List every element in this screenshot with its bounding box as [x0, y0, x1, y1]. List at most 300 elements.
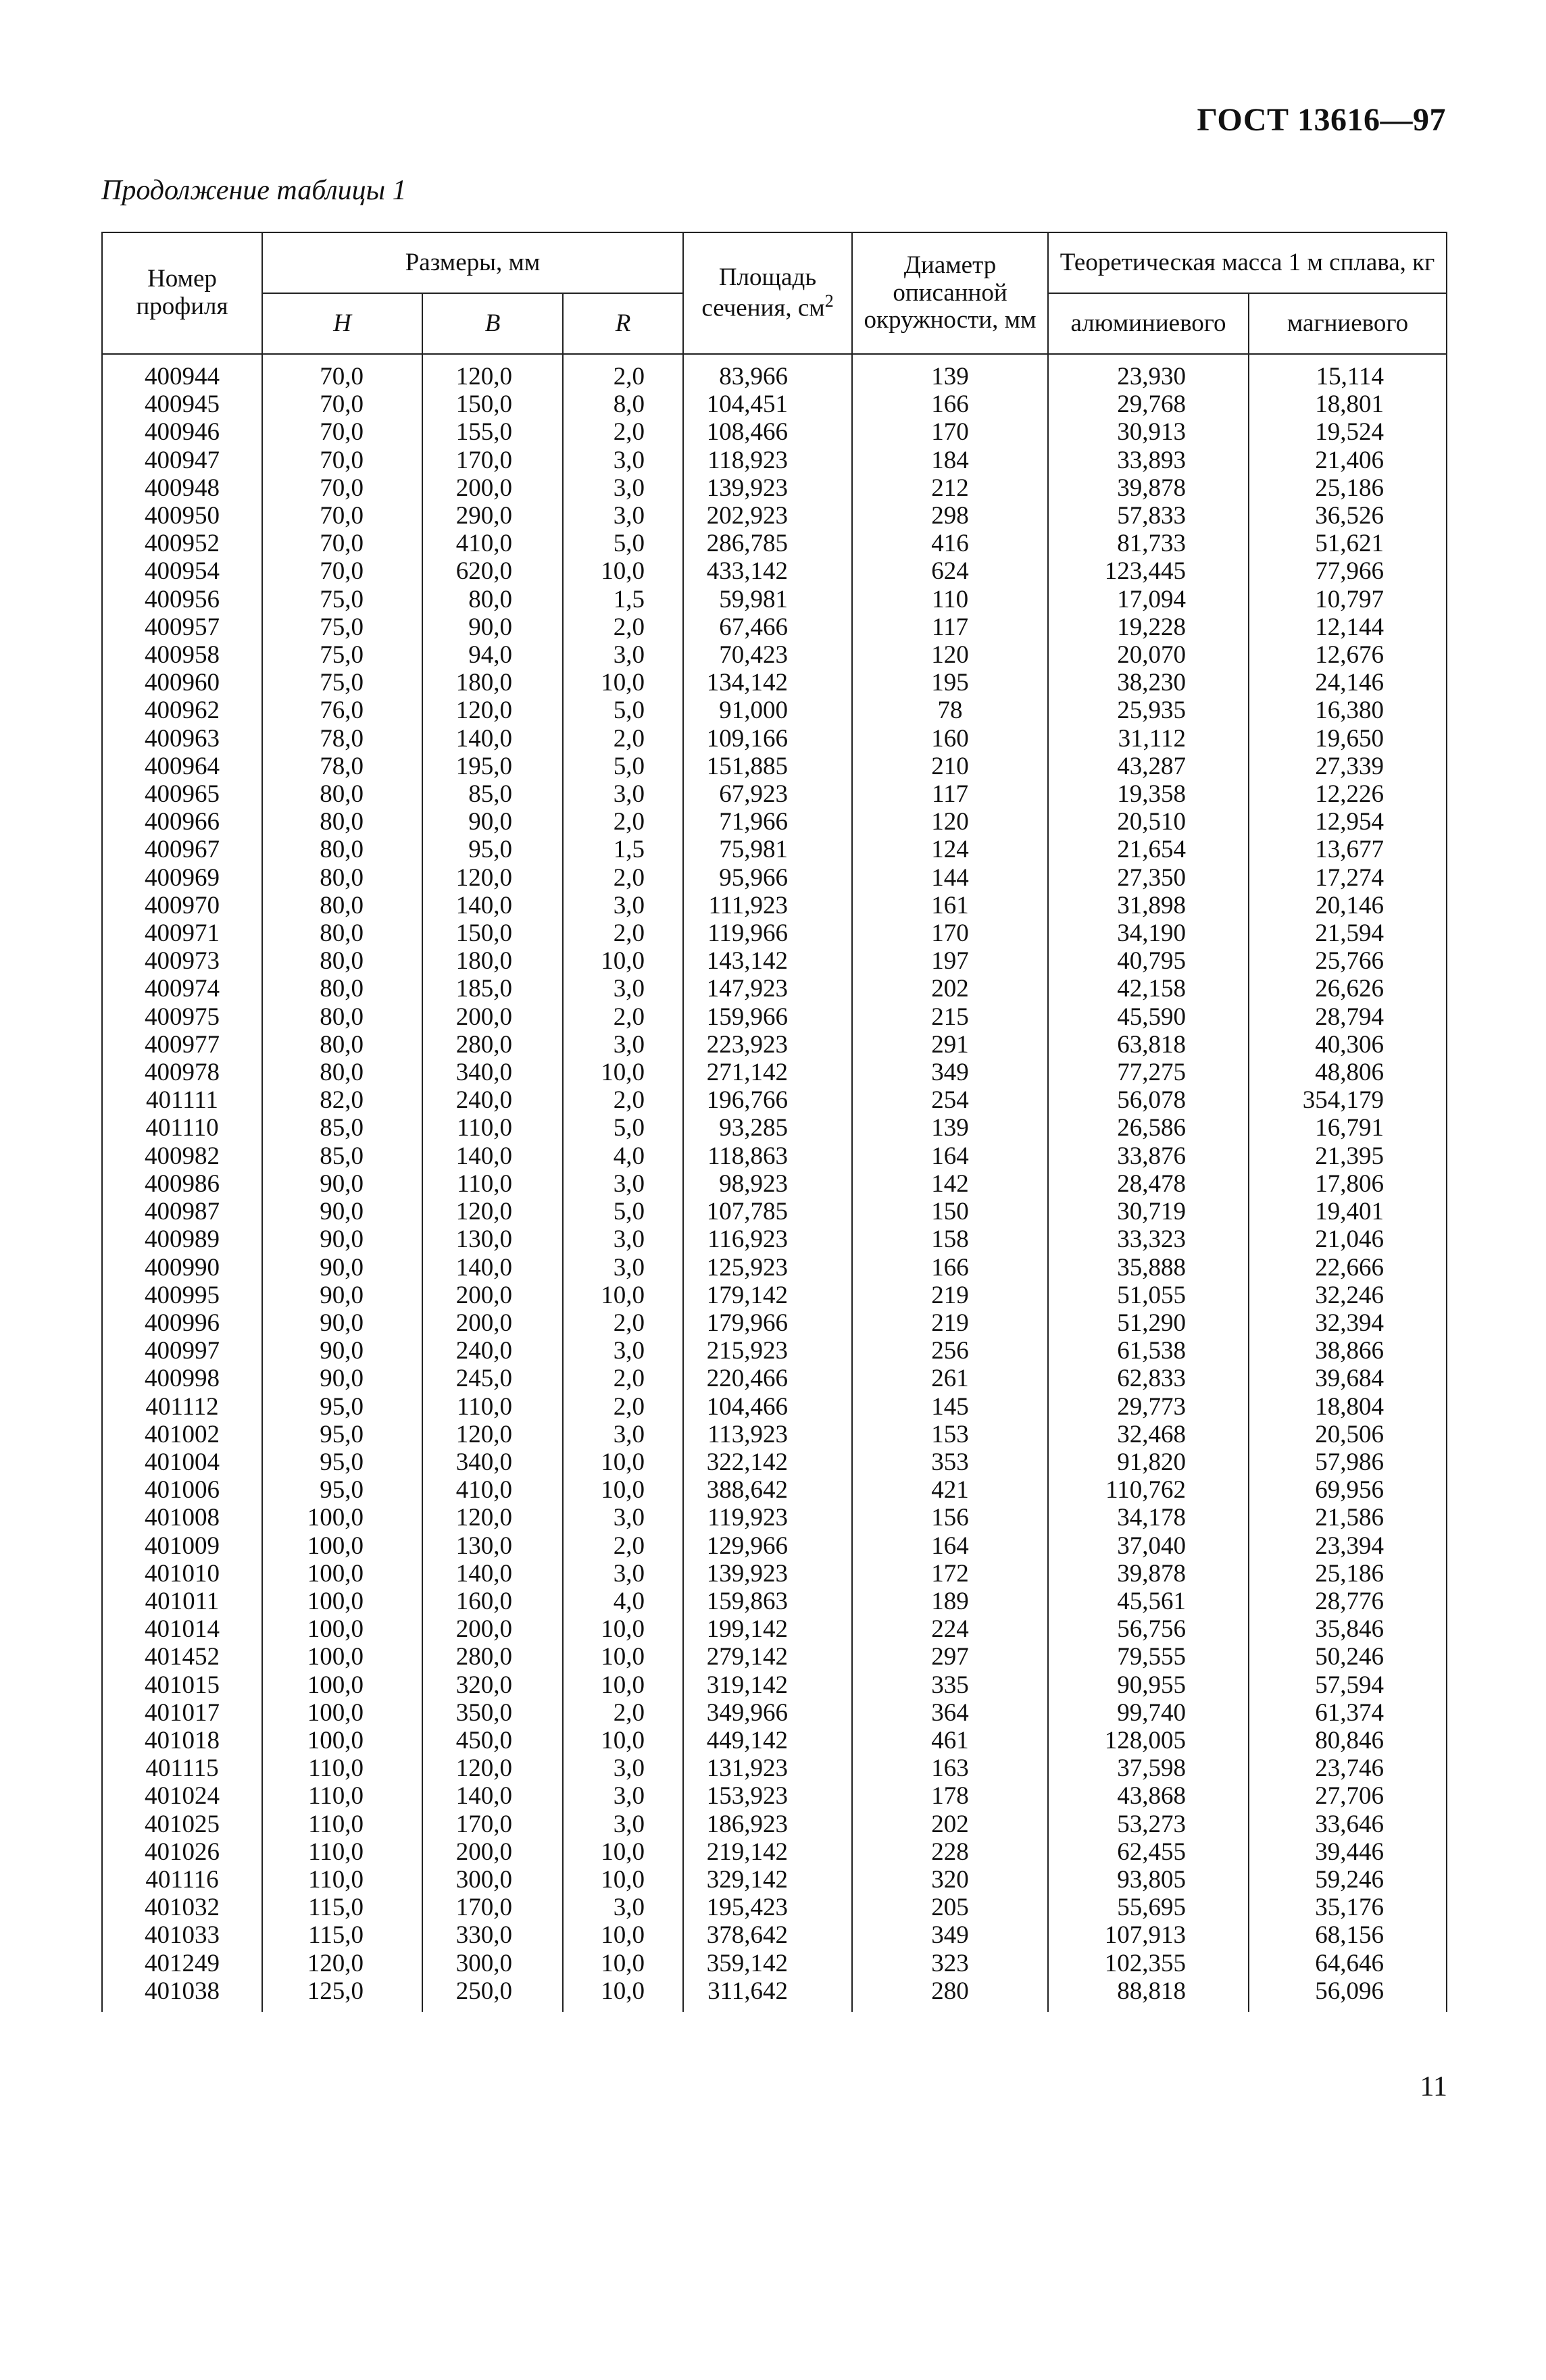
table-row: [102, 1643, 1447, 1671]
cell-aluminum-mass: 107,913: [1048, 1921, 1249, 1949]
table-row: [102, 947, 1447, 975]
cell-r: 3,0: [563, 1504, 683, 1531]
cell-b: 245,0: [422, 1365, 563, 1392]
cell-h: 100,0: [262, 1727, 422, 1754]
cell-h: 70,0: [262, 502, 422, 530]
cell-h: 90,0: [262, 1170, 422, 1198]
cell-diameter: 215: [852, 1003, 1048, 1031]
cell-aluminum-mass: 123,445: [1048, 557, 1249, 585]
table-row: [102, 1811, 1447, 1838]
cell-b: 140,0: [422, 1254, 563, 1282]
cell-profile-number: 400960: [102, 669, 262, 697]
cell-magnesium-mass: 61,374: [1249, 1699, 1447, 1727]
cell-h: 100,0: [262, 1560, 422, 1588]
cell-diameter: 156: [852, 1504, 1048, 1531]
cell-b: 120,0: [422, 354, 563, 390]
cell-b: 90,0: [422, 808, 563, 836]
cell-profile-number: 401026: [102, 1838, 262, 1866]
cell-r: 4,0: [563, 1142, 683, 1170]
cell-aluminum-mass: 33,893: [1048, 447, 1249, 474]
cell-b: 450,0: [422, 1727, 563, 1754]
cell-b: 200,0: [422, 1615, 563, 1643]
cell-profile-number: 400973: [102, 947, 262, 975]
cell-aluminum-mass: 56,078: [1048, 1086, 1249, 1114]
cell-diameter: 78: [852, 697, 1048, 724]
cell-r: 10,0: [563, 1921, 683, 1949]
cell-aluminum-mass: 88,818: [1048, 1977, 1249, 2012]
cell-h: 70,0: [262, 390, 422, 418]
cell-magnesium-mass: 21,406: [1249, 447, 1447, 474]
cell-area: 139,923: [683, 474, 852, 502]
cell-diameter: 353: [852, 1448, 1048, 1476]
cell-h: 100,0: [262, 1504, 422, 1531]
cell-r: 5,0: [563, 753, 683, 780]
cell-profile-number: 401014: [102, 1615, 262, 1643]
table-row: [102, 808, 1447, 836]
cell-profile-number: 400944: [102, 354, 262, 390]
cell-area: 196,766: [683, 1086, 852, 1114]
table-row: [102, 502, 1447, 530]
table-row: [102, 1615, 1447, 1643]
page-number: 11: [1420, 2071, 1447, 2102]
cell-profile-number: 400965: [102, 780, 262, 808]
cell-h: 80,0: [262, 864, 422, 892]
cell-area: 179,966: [683, 1309, 852, 1337]
cell-area: 153,923: [683, 1782, 852, 1810]
table-row: [102, 1866, 1447, 1894]
cell-profile-number: 401115: [102, 1754, 262, 1782]
cell-profile-number: 400948: [102, 474, 262, 502]
cell-aluminum-mass: 25,935: [1048, 697, 1249, 724]
cell-magnesium-mass: 23,394: [1249, 1532, 1447, 1560]
cell-aluminum-mass: 38,230: [1048, 669, 1249, 697]
cell-r: 10,0: [563, 1866, 683, 1894]
cell-aluminum-mass: 57,833: [1048, 502, 1249, 530]
cell-profile-number: 400989: [102, 1225, 262, 1253]
cell-profile-number: 400962: [102, 697, 262, 724]
cell-h: 80,0: [262, 780, 422, 808]
cell-profile-number: 400952: [102, 530, 262, 557]
cell-profile-number: 400956: [102, 586, 262, 613]
cell-aluminum-mass: 33,876: [1048, 1142, 1249, 1170]
cell-b: 140,0: [422, 725, 563, 753]
cell-aluminum-mass: 31,898: [1048, 892, 1249, 919]
cell-b: 185,0: [422, 975, 563, 1003]
cell-diameter: 224: [852, 1615, 1048, 1643]
cell-profile-number: 401024: [102, 1782, 262, 1810]
table-row: [102, 725, 1447, 753]
cell-profile-number: 400969: [102, 864, 262, 892]
cell-diameter: 280: [852, 1977, 1048, 2012]
cell-magnesium-mass: 21,395: [1249, 1142, 1447, 1170]
cell-h: 80,0: [262, 836, 422, 863]
cell-r: 10,0: [563, 1448, 683, 1476]
cell-b: 140,0: [422, 1560, 563, 1588]
cell-h: 80,0: [262, 808, 422, 836]
cell-h: 80,0: [262, 1003, 422, 1031]
cell-diameter: 120: [852, 641, 1048, 669]
cell-diameter: 139: [852, 1114, 1048, 1142]
cell-magnesium-mass: 59,246: [1249, 1866, 1447, 1894]
cell-magnesium-mass: 12,954: [1249, 808, 1447, 836]
cell-r: 3,0: [563, 1894, 683, 1921]
cell-profile-number: 401038: [102, 1977, 262, 2012]
cell-profile-number: 400964: [102, 753, 262, 780]
cell-h: 90,0: [262, 1337, 422, 1365]
table-row: [102, 418, 1447, 446]
cell-h: 125,0: [262, 1977, 422, 2012]
cell-r: 2,0: [563, 1365, 683, 1392]
cell-area: 59,981: [683, 586, 852, 613]
cell-aluminum-mass: 31,112: [1048, 725, 1249, 753]
cell-magnesium-mass: 35,176: [1249, 1894, 1447, 1921]
table-row: [102, 613, 1447, 641]
table-row: [102, 919, 1447, 947]
cell-r: 2,0: [563, 864, 683, 892]
cell-h: 78,0: [262, 725, 422, 753]
cell-b: 180,0: [422, 947, 563, 975]
table-row: [102, 586, 1447, 613]
cell-aluminum-mass: 26,586: [1048, 1114, 1249, 1142]
cell-diameter: 117: [852, 613, 1048, 641]
cell-h: 70,0: [262, 530, 422, 557]
cell-b: 200,0: [422, 1838, 563, 1866]
cell-b: 240,0: [422, 1086, 563, 1114]
cell-magnesium-mass: 26,626: [1249, 975, 1447, 1003]
cell-magnesium-mass: 28,776: [1249, 1588, 1447, 1615]
cell-aluminum-mass: 79,555: [1048, 1643, 1249, 1671]
cell-area: 220,466: [683, 1365, 852, 1392]
cell-magnesium-mass: 50,246: [1249, 1643, 1447, 1671]
table-row: [102, 1198, 1447, 1225]
table-row: [102, 975, 1447, 1003]
cell-profile-number: 400945: [102, 390, 262, 418]
cell-r: 2,0: [563, 418, 683, 446]
cell-aluminum-mass: 39,878: [1048, 474, 1249, 502]
table-row: [102, 1225, 1447, 1253]
cell-aluminum-mass: 34,178: [1048, 1504, 1249, 1531]
cell-area: 108,466: [683, 418, 852, 446]
cell-profile-number: 401112: [102, 1393, 262, 1421]
cell-profile-number: 401033: [102, 1921, 262, 1949]
header-magnesium: магниевого: [1249, 293, 1447, 354]
table-row: [102, 1086, 1447, 1114]
cell-diameter: 364: [852, 1699, 1048, 1727]
cell-area: 359,142: [683, 1950, 852, 1977]
cell-diameter: 166: [852, 1254, 1048, 1282]
cell-aluminum-mass: 55,695: [1048, 1894, 1249, 1921]
cell-h: 110,0: [262, 1782, 422, 1810]
cell-magnesium-mass: 16,380: [1249, 697, 1447, 724]
cell-h: 80,0: [262, 1031, 422, 1059]
cell-area: 186,923: [683, 1811, 852, 1838]
cell-area: 134,142: [683, 669, 852, 697]
cell-profile-number: 400975: [102, 1003, 262, 1031]
cell-area: 433,142: [683, 557, 852, 585]
cell-area: 199,142: [683, 1615, 852, 1643]
cell-magnesium-mass: 19,401: [1249, 1198, 1447, 1225]
cell-profile-number: 400978: [102, 1059, 262, 1086]
cell-area: 215,923: [683, 1337, 852, 1365]
cell-aluminum-mass: 19,228: [1048, 613, 1249, 641]
table-row: [102, 1114, 1447, 1142]
cell-r: 3,0: [563, 474, 683, 502]
cell-magnesium-mass: 21,586: [1249, 1504, 1447, 1531]
cell-h: 70,0: [262, 557, 422, 585]
cell-magnesium-mass: 57,986: [1249, 1448, 1447, 1476]
cell-profile-number: 400967: [102, 836, 262, 863]
cell-magnesium-mass: 18,804: [1249, 1393, 1447, 1421]
cell-diameter: 160: [852, 725, 1048, 753]
cell-magnesium-mass: 80,846: [1249, 1727, 1447, 1754]
cell-diameter: 261: [852, 1365, 1048, 1392]
cell-h: 100,0: [262, 1588, 422, 1615]
cell-r: 5,0: [563, 530, 683, 557]
cell-aluminum-mass: 21,654: [1048, 836, 1249, 863]
cell-magnesium-mass: 20,506: [1249, 1421, 1447, 1448]
header-area-sup: 2: [824, 290, 834, 311]
cell-aluminum-mass: 77,275: [1048, 1059, 1249, 1086]
cell-b: 170,0: [422, 1894, 563, 1921]
cell-diameter: 219: [852, 1309, 1048, 1337]
cell-b: 340,0: [422, 1448, 563, 1476]
cell-profile-number: 400966: [102, 808, 262, 836]
cell-magnesium-mass: 20,146: [1249, 892, 1447, 919]
cell-b: 320,0: [422, 1671, 563, 1699]
cell-aluminum-mass: 42,158: [1048, 975, 1249, 1003]
cell-diameter: 166: [852, 390, 1048, 418]
table-row: [102, 1727, 1447, 1754]
header-area-text: Площадь сечения, см: [701, 263, 825, 322]
cell-r: 10,0: [563, 669, 683, 697]
cell-b: 180,0: [422, 669, 563, 697]
cell-aluminum-mass: 62,833: [1048, 1365, 1249, 1392]
cell-aluminum-mass: 40,795: [1048, 947, 1249, 975]
cell-r: 10,0: [563, 947, 683, 975]
cell-b: 620,0: [422, 557, 563, 585]
cell-b: 200,0: [422, 1003, 563, 1031]
table-continuation-caption: Продолжение таблицы 1: [101, 175, 407, 206]
table-row: [102, 864, 1447, 892]
cell-h: 95,0: [262, 1393, 422, 1421]
table-row: [102, 697, 1447, 724]
cell-magnesium-mass: 16,791: [1249, 1114, 1447, 1142]
cell-b: 80,0: [422, 586, 563, 613]
cell-r: 1,5: [563, 836, 683, 863]
cell-r: 10,0: [563, 1059, 683, 1086]
cell-diameter: 164: [852, 1532, 1048, 1560]
cell-diameter: 461: [852, 1727, 1048, 1754]
cell-h: 100,0: [262, 1699, 422, 1727]
cell-area: 67,923: [683, 780, 852, 808]
table-row: [102, 1754, 1447, 1782]
cell-magnesium-mass: 32,394: [1249, 1309, 1447, 1337]
cell-profile-number: 400995: [102, 1282, 262, 1309]
cell-diameter: 184: [852, 447, 1048, 474]
cell-r: 3,0: [563, 1225, 683, 1253]
cell-diameter: 170: [852, 919, 1048, 947]
cell-r: 4,0: [563, 1588, 683, 1615]
header-aluminum: алюминиевого: [1048, 293, 1249, 354]
cell-diameter: 349: [852, 1921, 1048, 1949]
cell-area: 107,785: [683, 1198, 852, 1225]
table-row: [102, 530, 1447, 557]
cell-r: 3,0: [563, 1337, 683, 1365]
table-row: [102, 753, 1447, 780]
table-row: [102, 1504, 1447, 1531]
cell-profile-number: 401110: [102, 1114, 262, 1142]
cell-diameter: 416: [852, 530, 1048, 557]
cell-b: 120,0: [422, 1198, 563, 1225]
cell-magnesium-mass: 17,274: [1249, 864, 1447, 892]
table-row: [102, 1894, 1447, 1921]
cell-magnesium-mass: 64,646: [1249, 1950, 1447, 1977]
cell-r: 5,0: [563, 1198, 683, 1225]
cell-area: 118,863: [683, 1142, 852, 1170]
cell-h: 120,0: [262, 1950, 422, 1977]
cell-r: 2,0: [563, 1699, 683, 1727]
cell-magnesium-mass: 39,684: [1249, 1365, 1447, 1392]
table-row: [102, 1309, 1447, 1337]
cell-aluminum-mass: 20,070: [1048, 641, 1249, 669]
cell-b: 200,0: [422, 1282, 563, 1309]
cell-magnesium-mass: 19,524: [1249, 418, 1447, 446]
cell-magnesium-mass: 51,621: [1249, 530, 1447, 557]
cell-magnesium-mass: 10,797: [1249, 586, 1447, 613]
cell-area: 116,923: [683, 1225, 852, 1253]
cell-b: 120,0: [422, 1421, 563, 1448]
cell-aluminum-mass: 128,005: [1048, 1727, 1249, 1754]
cell-magnesium-mass: 38,866: [1249, 1337, 1447, 1365]
cell-aluminum-mass: 90,955: [1048, 1671, 1249, 1699]
cell-h: 90,0: [262, 1309, 422, 1337]
cell-magnesium-mass: 19,650: [1249, 725, 1447, 753]
cell-aluminum-mass: 51,055: [1048, 1282, 1249, 1309]
cell-diameter: 195: [852, 669, 1048, 697]
cell-profile-number: 400946: [102, 418, 262, 446]
cell-area: 143,142: [683, 947, 852, 975]
cell-diameter: 189: [852, 1588, 1048, 1615]
cell-profile-number: 401017: [102, 1699, 262, 1727]
cell-r: 3,0: [563, 892, 683, 919]
cell-diameter: 212: [852, 474, 1048, 502]
cell-h: 70,0: [262, 474, 422, 502]
cell-diameter: 624: [852, 557, 1048, 585]
cell-h: 70,0: [262, 354, 422, 390]
cell-r: 3,0: [563, 780, 683, 808]
cell-b: 290,0: [422, 502, 563, 530]
cell-diameter: 421: [852, 1476, 1048, 1504]
cell-h: 78,0: [262, 753, 422, 780]
cell-magnesium-mass: 354,179: [1249, 1086, 1447, 1114]
cell-profile-number: 400958: [102, 641, 262, 669]
cell-profile-number: 401032: [102, 1894, 262, 1921]
cell-magnesium-mass: 12,226: [1249, 780, 1447, 808]
cell-aluminum-mass: 56,756: [1048, 1615, 1249, 1643]
cell-magnesium-mass: 25,766: [1249, 947, 1447, 975]
cell-area: 118,923: [683, 447, 852, 474]
cell-profile-number: 400963: [102, 725, 262, 753]
cell-magnesium-mass: 28,794: [1249, 1003, 1447, 1031]
cell-aluminum-mass: 37,598: [1048, 1754, 1249, 1782]
cell-diameter: 202: [852, 1811, 1048, 1838]
cell-r: 3,0: [563, 641, 683, 669]
cell-b: 160,0: [422, 1588, 563, 1615]
cell-magnesium-mass: 25,186: [1249, 1560, 1447, 1588]
cell-b: 140,0: [422, 1782, 563, 1810]
cell-diameter: 164: [852, 1142, 1048, 1170]
cell-profile-number: 401452: [102, 1643, 262, 1671]
cell-aluminum-mass: 30,719: [1048, 1198, 1249, 1225]
cell-h: 100,0: [262, 1643, 422, 1671]
cell-diameter: 139: [852, 354, 1048, 390]
cell-magnesium-mass: 40,306: [1249, 1031, 1447, 1059]
cell-magnesium-mass: 69,956: [1249, 1476, 1447, 1504]
cell-h: 85,0: [262, 1114, 422, 1142]
cell-b: 200,0: [422, 1309, 563, 1337]
cell-magnesium-mass: 23,746: [1249, 1754, 1447, 1782]
cell-b: 170,0: [422, 1811, 563, 1838]
cell-h: 95,0: [262, 1448, 422, 1476]
cell-r: 2,0: [563, 1532, 683, 1560]
cell-h: 80,0: [262, 1059, 422, 1086]
cell-profile-number: 400996: [102, 1309, 262, 1337]
cell-aluminum-mass: 19,358: [1048, 780, 1249, 808]
cell-b: 300,0: [422, 1866, 563, 1894]
cell-h: 80,0: [262, 919, 422, 947]
table-row: [102, 1170, 1447, 1198]
cell-r: 2,0: [563, 1086, 683, 1114]
cell-diameter: 297: [852, 1643, 1048, 1671]
cell-area: 95,966: [683, 864, 852, 892]
cell-h: 70,0: [262, 418, 422, 446]
cell-h: 100,0: [262, 1615, 422, 1643]
cell-b: 110,0: [422, 1170, 563, 1198]
cell-magnesium-mass: 35,846: [1249, 1615, 1447, 1643]
cell-area: 119,966: [683, 919, 852, 947]
cell-magnesium-mass: 12,676: [1249, 641, 1447, 669]
cell-profile-number: 400990: [102, 1254, 262, 1282]
cell-h: 100,0: [262, 1671, 422, 1699]
cell-r: 3,0: [563, 975, 683, 1003]
cell-profile-number: 400957: [102, 613, 262, 641]
cell-r: 10,0: [563, 1615, 683, 1643]
cell-h: 80,0: [262, 892, 422, 919]
cell-aluminum-mass: 62,455: [1048, 1838, 1249, 1866]
cell-r: 3,0: [563, 1811, 683, 1838]
cell-b: 150,0: [422, 919, 563, 947]
cell-magnesium-mass: 15,114: [1249, 354, 1447, 390]
cell-r: 3,0: [563, 1560, 683, 1588]
cell-area: 109,166: [683, 725, 852, 753]
table-row: [102, 1337, 1447, 1365]
header-dimensions: Размеры, мм: [262, 232, 683, 293]
cell-profile-number: 400971: [102, 919, 262, 947]
cell-h: 110,0: [262, 1811, 422, 1838]
cell-b: 94,0: [422, 641, 563, 669]
cell-aluminum-mass: 99,740: [1048, 1699, 1249, 1727]
cell-b: 195,0: [422, 753, 563, 780]
cell-area: 202,923: [683, 502, 852, 530]
cell-diameter: 124: [852, 836, 1048, 863]
cell-area: 223,923: [683, 1031, 852, 1059]
cell-h: 75,0: [262, 586, 422, 613]
cell-r: 3,0: [563, 1254, 683, 1282]
cell-b: 170,0: [422, 447, 563, 474]
cell-profile-number: 401008: [102, 1504, 262, 1531]
cell-aluminum-mass: 20,510: [1048, 808, 1249, 836]
cell-area: 98,923: [683, 1170, 852, 1198]
